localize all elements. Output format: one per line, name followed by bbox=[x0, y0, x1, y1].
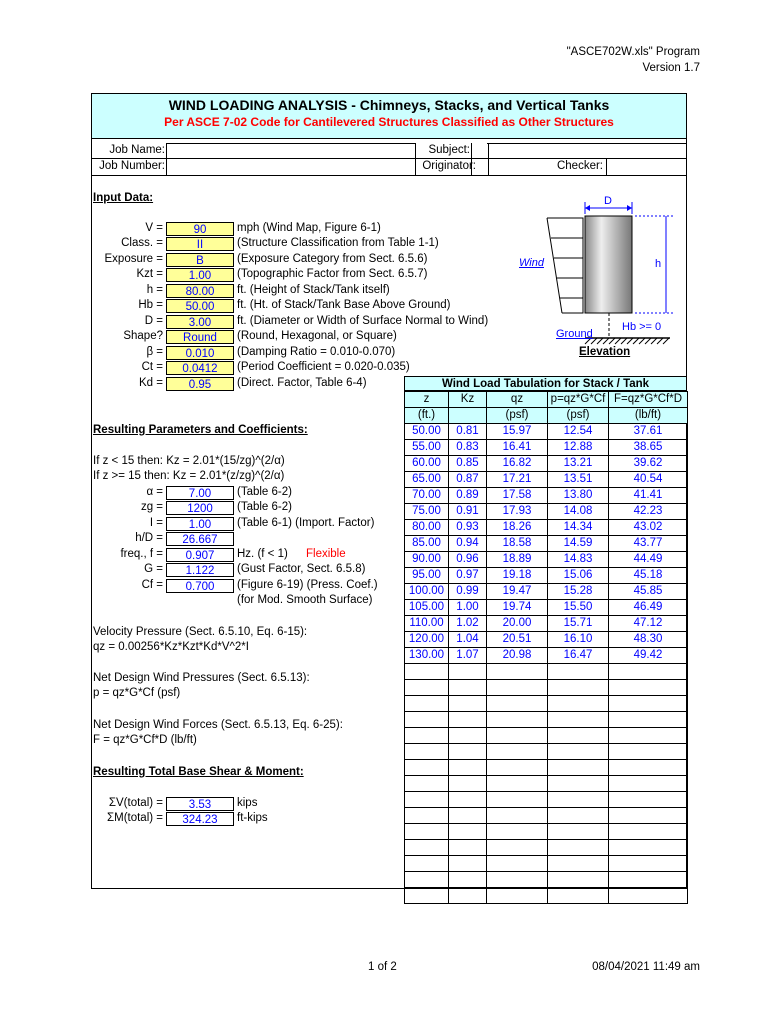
cell-qz: 18.89 bbox=[487, 552, 548, 568]
cell-p bbox=[548, 728, 609, 744]
cell-qz: 18.26 bbox=[487, 520, 548, 536]
cell-z: 100.00 bbox=[405, 584, 449, 600]
cell-z bbox=[405, 792, 449, 808]
cell-p bbox=[548, 840, 609, 856]
cell-qz: 20.00 bbox=[487, 616, 548, 632]
cell-f: 46.49 bbox=[609, 600, 688, 616]
total-shear-value: 3.53 bbox=[166, 797, 234, 811]
input-label-kzt: Kzt = bbox=[136, 268, 163, 280]
result-zg: 1200 bbox=[166, 501, 234, 515]
cell-p bbox=[548, 776, 609, 792]
input-shape[interactable]: Round bbox=[166, 330, 234, 344]
cell-z: 65.00 bbox=[405, 472, 449, 488]
table-row-empty bbox=[405, 712, 688, 728]
table-row-empty bbox=[405, 728, 688, 744]
cell-kz bbox=[449, 728, 487, 744]
input-exposure[interactable]: B bbox=[166, 253, 234, 267]
stack-body bbox=[585, 216, 632, 313]
diagram-ground-label: Ground bbox=[556, 328, 593, 340]
cell-qz bbox=[487, 792, 548, 808]
wind-load-table bbox=[404, 391, 688, 904]
cell-f bbox=[609, 664, 688, 680]
cell-kz: 1.02 bbox=[449, 616, 487, 632]
cell-kz bbox=[449, 760, 487, 776]
results-heading: Resulting Parameters and Coefficients: bbox=[93, 424, 308, 436]
diagram-wind-label: Wind bbox=[519, 257, 544, 269]
table-row bbox=[405, 472, 688, 488]
col-unit-p: (psf) bbox=[548, 408, 609, 424]
cell-z bbox=[405, 840, 449, 856]
input-label-exposure: Exposure = bbox=[104, 253, 163, 265]
cell-z bbox=[405, 712, 449, 728]
cell-qz bbox=[487, 856, 548, 872]
cell-z bbox=[405, 696, 449, 712]
cell-f: 39.62 bbox=[609, 456, 688, 472]
table-row bbox=[405, 504, 688, 520]
cell-z: 90.00 bbox=[405, 552, 449, 568]
cell-p: 12.88 bbox=[548, 440, 609, 456]
cell-kz bbox=[449, 840, 487, 856]
checker-input[interactable] bbox=[607, 159, 686, 174]
table-row bbox=[405, 568, 688, 584]
table-row-empty bbox=[405, 840, 688, 856]
cell-qz: 17.58 bbox=[487, 488, 548, 504]
table-row-empty bbox=[405, 776, 688, 792]
page-number: 1 of 2 bbox=[368, 961, 397, 973]
job-name-input[interactable] bbox=[167, 143, 415, 158]
cell-p: 14.83 bbox=[548, 552, 609, 568]
cell-f: 37.61 bbox=[609, 424, 688, 440]
cell-f: 41.41 bbox=[609, 488, 688, 504]
cell-qz bbox=[487, 840, 548, 856]
result-desc: (Gust Factor, Sect. 6.5.8) bbox=[237, 563, 366, 575]
table-row bbox=[405, 440, 688, 456]
net-pressure-formula: p = qz*G*Cf (psf) bbox=[93, 687, 181, 699]
diagram-elevation-label: Elevation bbox=[579, 346, 631, 358]
input-desc: (Damping Ratio = 0.010-0.070) bbox=[237, 346, 396, 358]
originator-label: Originator: bbox=[422, 160, 476, 172]
cell-p bbox=[548, 856, 609, 872]
cell-p: 15.06 bbox=[548, 568, 609, 584]
cell-kz bbox=[449, 792, 487, 808]
subject-label: Subject: bbox=[428, 144, 470, 156]
table-row bbox=[405, 600, 688, 616]
table-row-empty bbox=[405, 808, 688, 824]
cell-f bbox=[609, 808, 688, 824]
cell-z: 80.00 bbox=[405, 520, 449, 536]
input-label-d: D = bbox=[144, 315, 163, 327]
cell-qz: 20.51 bbox=[487, 632, 548, 648]
input-desc: (Exposure Category from Sect. 6.5.6) bbox=[237, 253, 428, 265]
cell-p bbox=[548, 760, 609, 776]
cell-qz: 19.18 bbox=[487, 568, 548, 584]
cell-kz: 0.93 bbox=[449, 520, 487, 536]
velocity-pressure-formula: qz = 0.00256*Kz*Kzt*Kd*V^2*I bbox=[93, 641, 249, 653]
cell-kz bbox=[449, 808, 487, 824]
job-number-input[interactable] bbox=[167, 159, 415, 174]
d-arrow-left-icon bbox=[585, 205, 590, 211]
diagram-d-label: D bbox=[604, 195, 612, 207]
input-d[interactable]: 3.00 bbox=[166, 315, 234, 329]
cell-kz: 0.94 bbox=[449, 536, 487, 552]
result-label-freq: freq., f = bbox=[120, 548, 163, 560]
page-subtitle: Per ASCE 7-02 Code for Cantilevered Structures Classified as Other Structures bbox=[164, 115, 614, 129]
cell-z: 60.00 bbox=[405, 456, 449, 472]
table-row-empty bbox=[405, 744, 688, 760]
cell-qz: 17.93 bbox=[487, 504, 548, 520]
net-pressure-heading: Net Design Wind Pressures (Sect. 6.5.13): bbox=[93, 672, 310, 684]
cell-f: 42.23 bbox=[609, 504, 688, 520]
result-desc: (Figure 6-19) (Press. Coef.) bbox=[237, 579, 378, 591]
table-row-empty bbox=[405, 856, 688, 872]
cell-kz: 0.87 bbox=[449, 472, 487, 488]
input-label-hb: Hb = bbox=[138, 299, 163, 311]
cf-note: (for Mod. Smooth Surface) bbox=[237, 594, 373, 606]
result-label-cf: Cf = bbox=[141, 579, 163, 591]
table-row-empty bbox=[405, 696, 688, 712]
d-arrow-right-icon bbox=[627, 205, 632, 211]
table-body bbox=[405, 424, 688, 904]
result-desc: (Table 6-2) bbox=[237, 486, 292, 498]
input-desc: ft. (Height of Stack/Tank itself) bbox=[237, 284, 390, 296]
cell-kz: 0.97 bbox=[449, 568, 487, 584]
cell-p: 14.59 bbox=[548, 536, 609, 552]
cell-p bbox=[548, 712, 609, 728]
wind-profile-slope bbox=[547, 218, 562, 313]
input-label-beta: β = bbox=[146, 346, 163, 358]
cell-z bbox=[405, 888, 449, 904]
job-name-label: Job Name: bbox=[109, 144, 165, 156]
input-label-ct: Ct = bbox=[141, 361, 163, 373]
cell-f bbox=[609, 776, 688, 792]
cell-kz: 1.07 bbox=[449, 648, 487, 664]
net-force-formula: F = qz*G*Cf*D (lb/ft) bbox=[93, 734, 197, 746]
cell-kz bbox=[449, 664, 487, 680]
table-units-row bbox=[405, 408, 688, 424]
input-desc: (Direct. Factor, Table 6-4) bbox=[237, 377, 367, 389]
cell-f bbox=[609, 712, 688, 728]
table-row bbox=[405, 648, 688, 664]
velocity-pressure-heading: Velocity Pressure (Sect. 6.5.10, Eq. 6-15): bbox=[93, 626, 308, 638]
total-shear-unit: kips bbox=[237, 797, 258, 809]
cell-f bbox=[609, 872, 688, 888]
result-desc: Hz. (f < 1) bbox=[237, 548, 288, 560]
total-moment-value: 324.23 bbox=[166, 812, 234, 826]
result-cf: 0.700 bbox=[166, 579, 234, 593]
cell-p bbox=[548, 808, 609, 824]
cell-qz: 15.97 bbox=[487, 424, 548, 440]
table-row-empty bbox=[405, 792, 688, 808]
cell-p: 14.08 bbox=[548, 504, 609, 520]
cell-f: 44.49 bbox=[609, 552, 688, 568]
table-row bbox=[405, 520, 688, 536]
result-i: 1.00 bbox=[166, 517, 234, 531]
cell-z: 110.00 bbox=[405, 616, 449, 632]
table-row bbox=[405, 424, 688, 440]
cell-p: 16.10 bbox=[548, 632, 609, 648]
cell-qz bbox=[487, 728, 548, 744]
totals-heading: Resulting Total Base Shear & Moment: bbox=[93, 766, 304, 778]
input-label-kd: Kd = bbox=[139, 377, 163, 389]
cell-f bbox=[609, 888, 688, 904]
cell-kz: 1.00 bbox=[449, 600, 487, 616]
cell-z: 120.00 bbox=[405, 632, 449, 648]
col-unit-f: (lb/ft) bbox=[609, 408, 688, 424]
cell-z bbox=[405, 776, 449, 792]
cell-z: 70.00 bbox=[405, 488, 449, 504]
cell-qz bbox=[487, 664, 548, 680]
table-row bbox=[405, 488, 688, 504]
input-v[interactable]: 90 bbox=[166, 222, 234, 236]
cell-kz: 1.04 bbox=[449, 632, 487, 648]
cell-qz bbox=[487, 888, 548, 904]
cell-qz: 18.58 bbox=[487, 536, 548, 552]
cell-f: 38.65 bbox=[609, 440, 688, 456]
cell-f bbox=[609, 744, 688, 760]
col-header-kz: Kz bbox=[449, 392, 487, 408]
result-label-alpha: α = bbox=[146, 486, 163, 498]
cell-p: 15.28 bbox=[548, 584, 609, 600]
col-unit-qz: (psf) bbox=[487, 408, 548, 424]
input-label-h: h = bbox=[146, 284, 163, 296]
result-freq: 0.907 bbox=[166, 548, 234, 562]
cell-p bbox=[548, 744, 609, 760]
cell-kz: 0.89 bbox=[449, 488, 487, 504]
cell-kz: 0.85 bbox=[449, 456, 487, 472]
cell-z bbox=[405, 664, 449, 680]
cell-z bbox=[405, 744, 449, 760]
cell-qz: 19.47 bbox=[487, 584, 548, 600]
cell-qz bbox=[487, 872, 548, 888]
table-row bbox=[405, 552, 688, 568]
col-header-z: z bbox=[405, 392, 449, 408]
cell-kz: 0.83 bbox=[449, 440, 487, 456]
input-beta[interactable]: 0.010 bbox=[166, 346, 234, 360]
cell-z: 85.00 bbox=[405, 536, 449, 552]
cell-z: 50.00 bbox=[405, 424, 449, 440]
cell-z bbox=[405, 808, 449, 824]
elevation-diagram bbox=[505, 190, 685, 365]
table-row-empty bbox=[405, 760, 688, 776]
cell-qz bbox=[487, 808, 548, 824]
result-label-g: G = bbox=[144, 563, 163, 575]
input-class[interactable]: II bbox=[166, 237, 234, 251]
cell-kz bbox=[449, 824, 487, 840]
input-desc: ft. (Diameter or Width of Surface Normal to Wind) bbox=[237, 315, 489, 327]
cell-qz: 17.21 bbox=[487, 472, 548, 488]
input-desc: mph (Wind Map, Figure 6-1) bbox=[237, 222, 381, 234]
cell-f bbox=[609, 760, 688, 776]
cell-p bbox=[548, 872, 609, 888]
program-version: Version 1.7 bbox=[642, 62, 700, 74]
cell-p: 15.50 bbox=[548, 600, 609, 616]
col-header-f: F=qz*G*Cf*D bbox=[609, 392, 688, 408]
input-label-class: Class. = bbox=[121, 237, 163, 249]
job-number-label: Job Number: bbox=[99, 160, 165, 172]
cell-p bbox=[548, 680, 609, 696]
cell-f bbox=[609, 792, 688, 808]
cell-kz bbox=[449, 856, 487, 872]
cell-f bbox=[609, 824, 688, 840]
table-row-empty bbox=[405, 888, 688, 904]
table-title: Wind Load Tabulation for Stack / Tank bbox=[404, 376, 687, 391]
cell-qz bbox=[487, 776, 548, 792]
table-row bbox=[405, 584, 688, 600]
flexible-flag: Flexible bbox=[306, 548, 346, 560]
cell-qz bbox=[487, 712, 548, 728]
total-shear-label: ΣV(total) = bbox=[108, 797, 163, 809]
cell-p bbox=[548, 888, 609, 904]
cell-kz: 0.91 bbox=[449, 504, 487, 520]
result-g: 1.122 bbox=[166, 563, 234, 577]
input-label-shape: Shape? bbox=[123, 330, 163, 342]
result-label-i: I = bbox=[149, 517, 163, 529]
table-row-empty bbox=[405, 680, 688, 696]
print-datetime: 08/04/2021 11:49 am bbox=[592, 961, 700, 973]
input-desc: (Structure Classification from Table 1-1) bbox=[237, 237, 439, 249]
cell-kz bbox=[449, 680, 487, 696]
cell-z: 75.00 bbox=[405, 504, 449, 520]
cell-qz bbox=[487, 824, 548, 840]
result-label-zg: zg = bbox=[140, 501, 163, 513]
total-moment-label: ΣM(total) = bbox=[107, 812, 163, 824]
table-row bbox=[405, 456, 688, 472]
input-ct[interactable]: 0.0412 bbox=[166, 361, 234, 375]
ground-hatch bbox=[585, 338, 669, 344]
program-name: "ASCE702W.xls" Program bbox=[566, 46, 700, 58]
result-alpha: 7.00 bbox=[166, 486, 234, 500]
cell-qz bbox=[487, 680, 548, 696]
cell-kz bbox=[449, 696, 487, 712]
cell-z: 130.00 bbox=[405, 648, 449, 664]
input-desc: (Round, Hexagonal, or Square) bbox=[237, 330, 397, 342]
cell-z: 105.00 bbox=[405, 600, 449, 616]
cell-qz: 16.41 bbox=[487, 440, 548, 456]
table-header-row bbox=[405, 392, 688, 408]
result-hd: 26.667 bbox=[166, 532, 234, 546]
result-desc: (Table 6-1) (Import. Factor) bbox=[237, 517, 375, 529]
cell-p: 13.51 bbox=[548, 472, 609, 488]
net-force-heading: Net Design Wind Forces (Sect. 6.5.13, Eq. 6-25): bbox=[93, 719, 343, 731]
cell-f: 47.12 bbox=[609, 616, 688, 632]
cell-f bbox=[609, 696, 688, 712]
cell-kz: 0.99 bbox=[449, 584, 487, 600]
input-desc: (Period Coefficient = 0.020-0.035) bbox=[237, 361, 410, 373]
input-desc: (Topographic Factor from Sect. 6.5.7) bbox=[237, 268, 428, 280]
table-row bbox=[405, 536, 688, 552]
subject-input[interactable] bbox=[489, 143, 686, 158]
cell-p bbox=[548, 792, 609, 808]
cell-f: 43.77 bbox=[609, 536, 688, 552]
cell-qz: 20.98 bbox=[487, 648, 548, 664]
col-unit-z: (ft.) bbox=[405, 408, 449, 424]
cell-kz: 0.81 bbox=[449, 424, 487, 440]
table-row bbox=[405, 616, 688, 632]
cell-z bbox=[405, 856, 449, 872]
cell-kz bbox=[449, 712, 487, 728]
result-label-hd: h/D = bbox=[135, 532, 163, 544]
cell-f bbox=[609, 728, 688, 744]
table-row-empty bbox=[405, 872, 688, 888]
input-kd[interactable]: 0.95 bbox=[166, 377, 234, 391]
cell-f: 43.02 bbox=[609, 520, 688, 536]
cell-kz bbox=[449, 888, 487, 904]
cell-f: 48.30 bbox=[609, 632, 688, 648]
cell-f bbox=[609, 840, 688, 856]
cell-p: 14.34 bbox=[548, 520, 609, 536]
cell-z bbox=[405, 680, 449, 696]
cell-kz bbox=[449, 776, 487, 792]
cell-z: 55.00 bbox=[405, 440, 449, 456]
table-row-empty bbox=[405, 824, 688, 840]
kz-formula-1: If z < 15 then: Kz = 2.01*(15/zg)^(2/α) bbox=[93, 455, 285, 467]
cell-qz: 16.82 bbox=[487, 456, 548, 472]
col-header-qz: qz bbox=[487, 392, 548, 408]
cell-p bbox=[548, 696, 609, 712]
cell-qz bbox=[487, 744, 548, 760]
input-hb[interactable]: 50.00 bbox=[166, 299, 234, 313]
cell-qz: 19.74 bbox=[487, 600, 548, 616]
cell-f: 49.42 bbox=[609, 648, 688, 664]
table-row bbox=[405, 632, 688, 648]
cell-f bbox=[609, 680, 688, 696]
cell-p: 12.54 bbox=[548, 424, 609, 440]
cell-p bbox=[548, 664, 609, 680]
cell-kz: 0.96 bbox=[449, 552, 487, 568]
cell-z: 95.00 bbox=[405, 568, 449, 584]
cell-z bbox=[405, 824, 449, 840]
cell-p bbox=[548, 824, 609, 840]
title-banner bbox=[91, 93, 687, 139]
input-label-v: V = bbox=[145, 222, 163, 234]
cell-kz bbox=[449, 872, 487, 888]
cell-z bbox=[405, 728, 449, 744]
cell-p: 13.21 bbox=[548, 456, 609, 472]
diagram-hb-label: Hb >= 0 bbox=[622, 321, 662, 333]
checker-label: Checker: bbox=[556, 160, 603, 172]
input-h[interactable]: 80.00 bbox=[166, 284, 234, 298]
cell-z bbox=[405, 872, 449, 888]
input-desc: ft. (Ht. of Stack/Tank Base Above Ground) bbox=[237, 299, 451, 311]
cell-p: 13.80 bbox=[548, 488, 609, 504]
cell-p: 16.47 bbox=[548, 648, 609, 664]
kz-formula-2: If z >= 15 then: Kz = 2.01*(z/zg)^(2/α) bbox=[93, 470, 285, 482]
col-header-p: p=qz*G*Cf bbox=[548, 392, 609, 408]
col-unit-kz bbox=[449, 408, 487, 424]
input-data-heading: Input Data: bbox=[93, 192, 154, 204]
cell-p: 15.71 bbox=[548, 616, 609, 632]
wind-profile bbox=[547, 218, 583, 313]
cell-f: 45.18 bbox=[609, 568, 688, 584]
cell-kz bbox=[449, 744, 487, 760]
diagram-h-label: h bbox=[655, 258, 662, 270]
cell-f: 45.85 bbox=[609, 584, 688, 600]
cell-f: 40.54 bbox=[609, 472, 688, 488]
cell-qz bbox=[487, 760, 548, 776]
page-title: WIND LOADING ANALYSIS - Chimneys, Stacks, and Vertical Tanks bbox=[168, 97, 610, 113]
result-desc: (Table 6-2) bbox=[237, 501, 292, 513]
cell-z bbox=[405, 760, 449, 776]
input-kzt[interactable]: 1.00 bbox=[166, 268, 234, 282]
table-row-empty bbox=[405, 664, 688, 680]
total-moment-unit: ft-kips bbox=[237, 812, 268, 824]
cell-qz bbox=[487, 696, 548, 712]
cell-f bbox=[609, 856, 688, 872]
